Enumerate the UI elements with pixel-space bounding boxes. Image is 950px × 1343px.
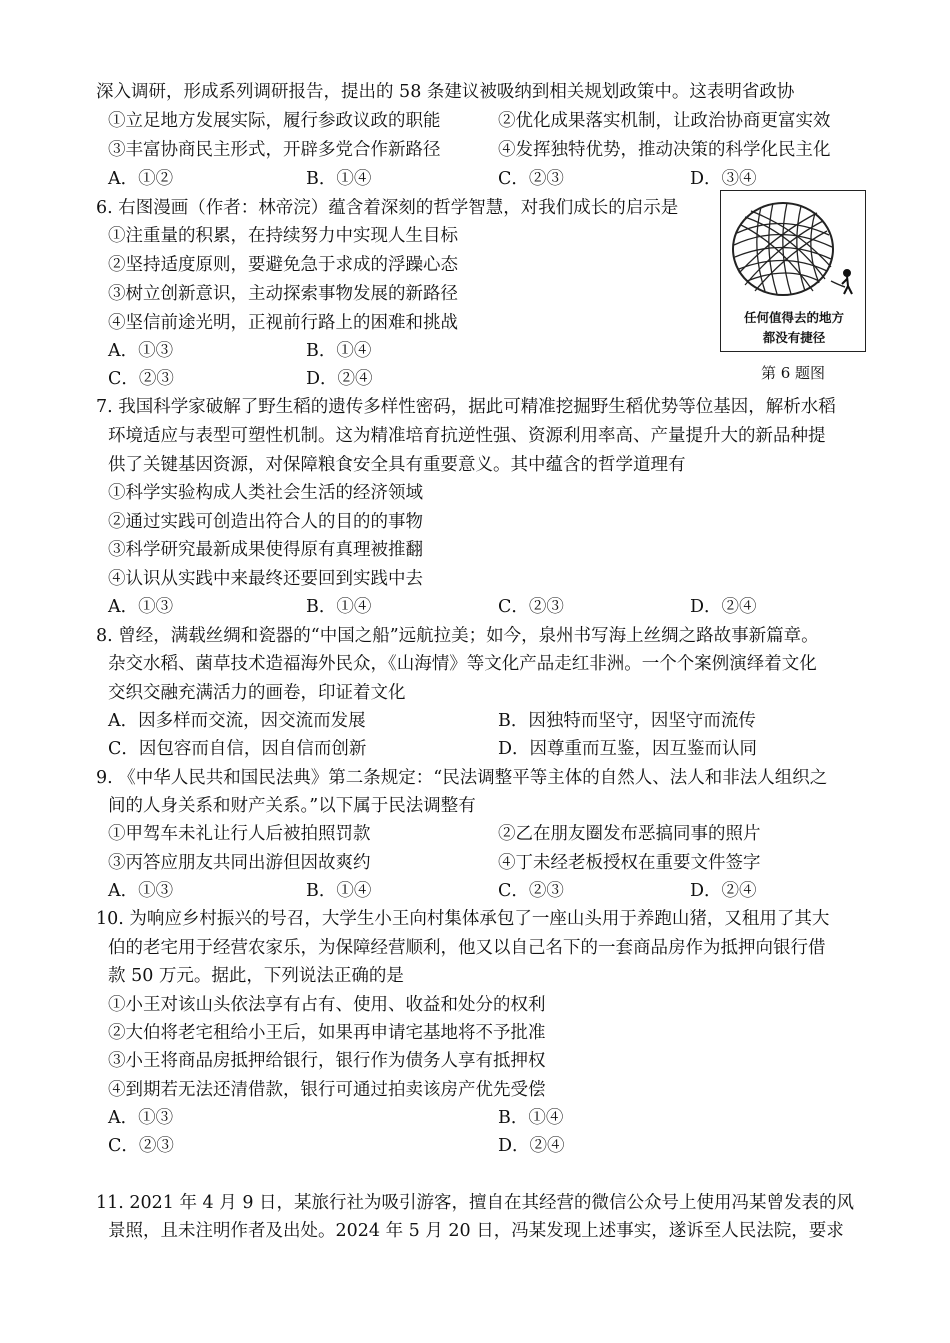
q8-stem-line-2: 杂交水稻、菌草技术造福海外民众，《山海情》等文化产品走红非洲。一个个案例演绎着文化: [108, 654, 817, 674]
q6-item-3: ③树立创新意识，主动探索事物发展的新路径: [108, 284, 458, 304]
q7-item-2: ②通过实践可创造出符合人的目的的事物: [108, 512, 423, 532]
q8-stem-line-3: 交织交融充满活力的画卷，印证着文化: [108, 683, 406, 703]
q7-stem-line-3: 供了关键基因资源，对保障粮食安全具有重要意义。其中蕴含的哲学道理有: [108, 455, 686, 475]
q9-item-1: ①甲驾车未礼让行人后被拍照罚款: [108, 824, 371, 844]
figure-caption: 第 6 题图: [760, 364, 826, 382]
yarn-ball-cartoon: [721, 193, 865, 303]
q7-option-b: B．①④: [306, 597, 372, 617]
q7-stem-line-1: 7. 我国科学家破解了野生稻的遗传多样性密码，据此可精准挖掘野生稻优势等位基因，解析水稻: [96, 397, 836, 417]
q9-stem-line-2: 间的人身关系和财产关系。”以下属于民法调整有: [108, 796, 476, 816]
q10-option-d: D．②④: [498, 1136, 565, 1156]
cartoon-caption-line-1: 任何值得去的地方: [743, 310, 844, 325]
q10-item-4: ④到期若无法还清借款，银行可通过拍卖该房产优先受偿: [108, 1080, 546, 1100]
q5-item-4: ④发挥独特优势，推动决策的科学化民主化: [498, 140, 831, 160]
q6-stem: 6. 右图漫画（作者：林帝浣）蕴含着深刻的哲学智慧，对我们成长的启示是: [96, 198, 679, 218]
q6-item-2: ②坚持适度原则，要避免急于求成的浮躁心态: [108, 255, 458, 275]
q10-option-b: B．①④: [498, 1108, 564, 1128]
q11-stem-line-1: 11. 2021 年 4 月 9 日，某旅行社为吸引游客，擅自在其经营的微信公众号上使用冯某曾发表的风: [96, 1193, 855, 1213]
q10-item-1: ①小王对该山头依法享有占有、使用、收益和处分的权利: [108, 995, 546, 1015]
q7-option-d: D．②④: [690, 597, 757, 617]
q10-stem-line-2: 伯的老宅用于经营农家乐，为保障经营顺利，他又以自己名下的一套商品房作为抵押向银行借: [108, 938, 826, 958]
q9-option-d: D．②④: [690, 881, 757, 901]
q10-stem-line-1: 10. 为响应乡村振兴的号召，大学生小王向村集体承包了一座山头用于养跑山猪，又租用了其大: [96, 909, 830, 929]
q6-item-4: ④坚信前途光明，正视前行路上的困难和挑战: [108, 313, 458, 333]
q5-item-2: ②优化成果落实机制，让政治协商更富实效: [498, 111, 831, 131]
cartoon-caption-line-2: 都没有捷径: [762, 330, 826, 345]
q10-item-2: ②大伯将老宅租给小王后，如果再申请宅基地将不予批准: [108, 1023, 546, 1043]
q5-item-3: ③丰富协商民主形式，开辟多党合作新路径: [108, 140, 441, 160]
q6-option-a: A．①③: [108, 341, 174, 361]
q9-item-4: ④丁未经老板授权在重要文件签字: [498, 853, 761, 873]
q9-option-c: C．②③: [498, 881, 564, 901]
q7-option-c: C．②③: [498, 597, 564, 617]
q11-stem-line-2: 景照，且未注明作者及出处。2024 年 5 月 20 日，冯某发现上述事实，遂诉至人民法院，要求: [108, 1221, 844, 1241]
q7-stem-line-2: 环境适应与表型可塑性机制。这为精准培育抗逆性强、资源利用率高、产量提升大的新品种提: [108, 426, 826, 446]
q9-stem-line-1: 9. 《中华人民共和国民法典》第二条规定：“民法调整平等主体的自然人、法人和非法人组织之: [96, 768, 828, 788]
q5-option-b: B．①④: [306, 169, 372, 189]
q8-option-a: A．因多样而交流，因交流而发展: [108, 711, 366, 731]
q7-item-3: ③科学研究最新成果使得原有真理被推翻: [108, 540, 423, 560]
q5-item-1: ①立足地方发展实际，履行参政议政的职能: [108, 111, 441, 131]
q6-option-c: C．②③: [108, 369, 174, 389]
q5-option-c: C．②③: [498, 169, 564, 189]
cartoon-figure: [720, 190, 866, 352]
q8-option-b: B．因独特而坚守，因坚守而流传: [498, 711, 756, 731]
q10-option-c: C．②③: [108, 1136, 174, 1156]
q10-stem-line-3: 款 50 万元。据此，下列说法正确的是: [108, 966, 404, 986]
q9-option-a: A．①③: [108, 881, 174, 901]
q7-item-1: ①科学实验构成人类社会生活的经济领域: [108, 483, 423, 503]
q8-option-c: C．因包容而自信，因自信而创新: [108, 739, 367, 759]
q9-item-3: ③丙答应朋友共同出游但因故爽约: [108, 853, 371, 873]
q6-item-1: ①注重量的积累，在持续努力中实现人生目标: [108, 226, 458, 246]
q6-option-b: B．①④: [306, 341, 372, 361]
q9-item-2: ②乙在朋友圈发布恶搞同事的照片: [498, 824, 761, 844]
q10-option-a: A．①③: [108, 1108, 174, 1128]
walking-person-icon: [842, 270, 852, 294]
q9-option-b: B．①④: [306, 881, 372, 901]
q7-option-a: A．①③: [108, 597, 174, 617]
q5-option-d: D．③④: [690, 169, 757, 189]
q5-option-a: A．①②: [108, 169, 174, 189]
q10-item-3: ③小王将商品房抵押给银行，银行作为债务人享有抵押权: [108, 1051, 546, 1071]
q8-stem-line-1: 8. 曾经，满载丝绸和瓷器的“中国之船”远航拉美；如今，泉州书写海上丝绸之路故事新篇章。: [96, 626, 819, 646]
q5-stem-line: 深入调研，形成系列调研报告，提出的 58 条建议被吸纳到相关规划政策中。这表明省政协: [96, 82, 795, 102]
q8-option-d: D．因尊重而互鉴，因互鉴而认同: [498, 739, 758, 759]
q6-option-d: D．②④: [306, 369, 373, 389]
q7-item-4: ④认识从实践中来最终还要回到实践中去: [108, 569, 423, 589]
